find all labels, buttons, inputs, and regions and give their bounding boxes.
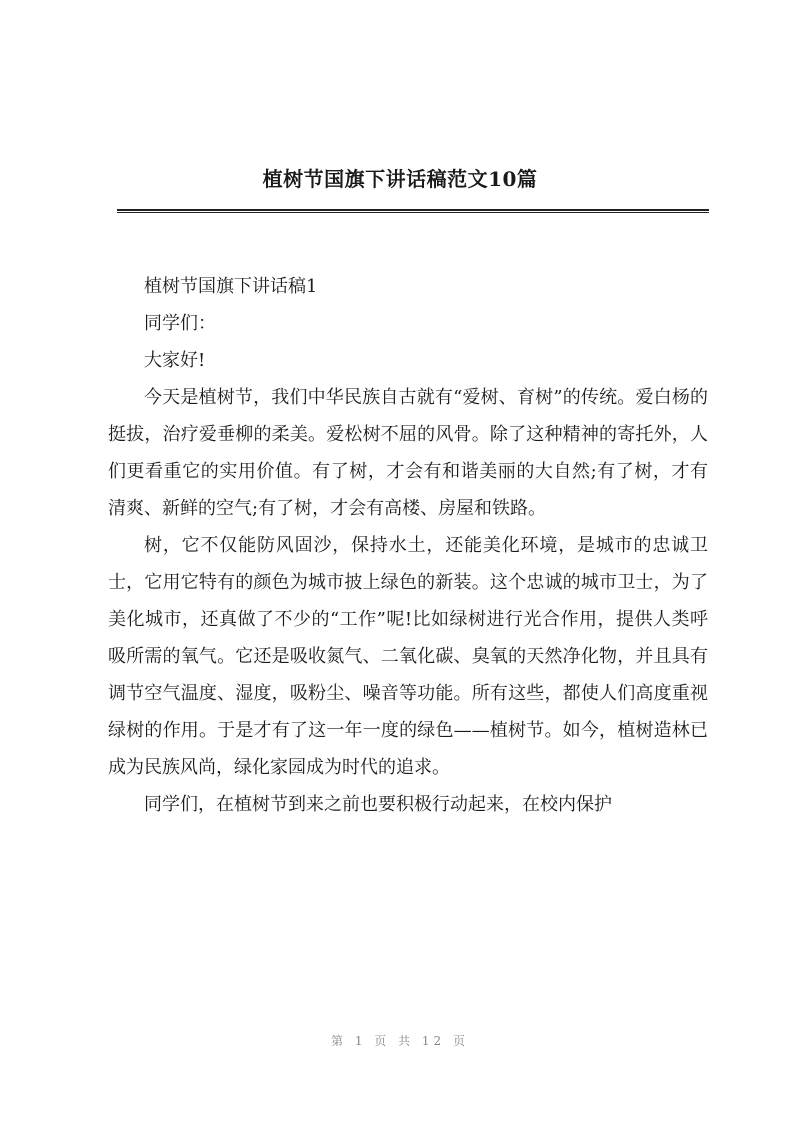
body-paragraph: 今天是植树节，我们中华民族自古就有“爱树、育树”的传统。爱白杨的挺拔，治疗爱垂柳的柔美。爱松树不屈的风骨。除了这种精神的寄托外，人们更看重它的实用价值。有了树，才会有和谐美丽的大自然;有了树，才有清爽、新鲜的空气;有了树，才会有高楼、房屋和铁路。 bbox=[108, 387, 708, 519]
document-body bbox=[108, 268, 708, 823]
body-paragraph: 树，它不仅能防风固沙，保持水土，还能美化环境，是城市的忠诚卫士，它用它特有的颜色为城市披上绿色的新装。这个忠诚的城市卫士，为了美化城市，还真做了不少的“工作”呢!比如绿树进行光合作用，提供人类呼吸所需的氧气。它还是吸收氮气、二氧化碳、臭氧的天然净化物，并且具有调节空气温度、湿度，吸粉尘、噪音等功能。所有这些，都使人们高度重视绿树的作用。于是才有了这一年一度的绿色——植树节。如今，植树造林已成为民族风尚，绿化家园成为时代的追求。 bbox=[108, 535, 708, 778]
title-divider bbox=[117, 209, 709, 213]
body-paragraph: 同学们，在植树节到来之前也要积极行动起来，在校内保护 bbox=[144, 794, 612, 815]
page-number-footer: 第 1 页 共 12 页 bbox=[331, 1034, 469, 1048]
section-heading: 植树节国旗下讲话稿1 bbox=[144, 276, 318, 297]
salutation: 同学们： bbox=[144, 313, 216, 334]
greeting: 大家好! bbox=[144, 350, 206, 371]
page-title: 植树节国旗下讲话稿范文10篇 bbox=[262, 167, 538, 191]
